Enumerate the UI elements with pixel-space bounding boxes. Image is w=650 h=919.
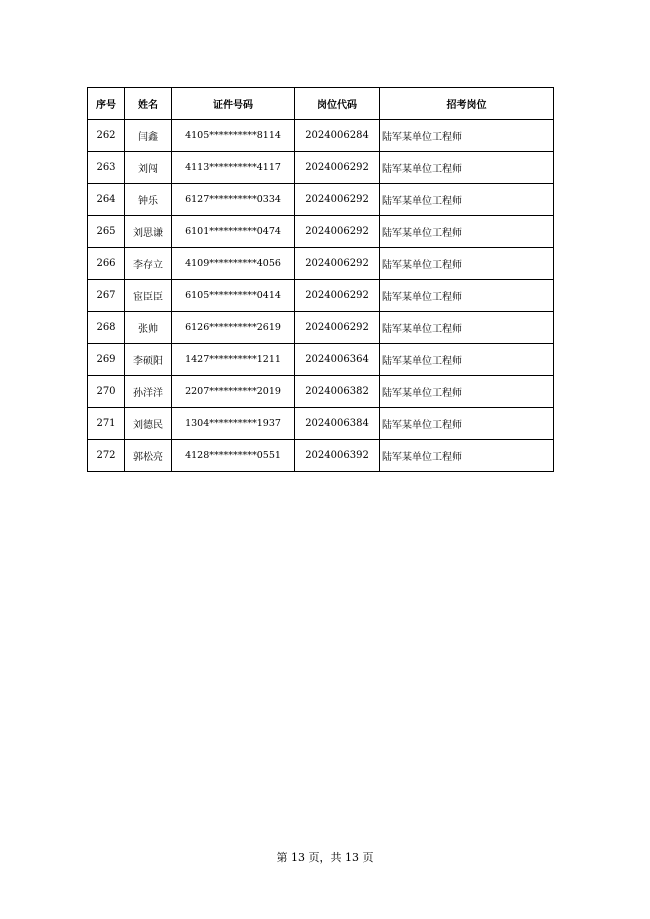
table-header-row bbox=[88, 88, 554, 120]
cell-post: 陆军某单位工程师 bbox=[380, 376, 554, 408]
cell-post: 陆军某单位工程师 bbox=[380, 408, 554, 440]
cell-id-number: 4113**********4117 bbox=[172, 152, 295, 184]
cell-name: 钟乐 bbox=[125, 184, 172, 216]
cell-post: 陆军某单位工程师 bbox=[380, 216, 554, 248]
cell-post: 陆军某单位工程师 bbox=[380, 120, 554, 152]
cell-post: 陆军某单位工程师 bbox=[380, 344, 554, 376]
cell-post-code: 2024006284 bbox=[295, 120, 380, 152]
table-row bbox=[88, 376, 554, 408]
cell-post-code: 2024006292 bbox=[295, 280, 380, 312]
table-row bbox=[88, 248, 554, 280]
cell-id-number: 6126**********2619 bbox=[172, 312, 295, 344]
cell-post: 陆军某单位工程师 bbox=[380, 184, 554, 216]
table-row bbox=[88, 344, 554, 376]
cell-id-number: 4128**********0551 bbox=[172, 440, 295, 472]
candidate-table bbox=[87, 87, 554, 472]
cell-name: 刘闯 bbox=[125, 152, 172, 184]
cell-post-code: 2024006292 bbox=[295, 312, 380, 344]
header-post-code: 岗位代码 bbox=[295, 88, 380, 120]
cell-name: 张帅 bbox=[125, 312, 172, 344]
cell-name: 闫鑫 bbox=[125, 120, 172, 152]
cell-name: 孙洋洋 bbox=[125, 376, 172, 408]
cell-id-number: 6127**********0334 bbox=[172, 184, 295, 216]
cell-seq: 262 bbox=[88, 120, 125, 152]
cell-post: 陆军某单位工程师 bbox=[380, 312, 554, 344]
cell-post: 陆军某单位工程师 bbox=[380, 280, 554, 312]
cell-seq: 266 bbox=[88, 248, 125, 280]
cell-post: 陆军某单位工程师 bbox=[380, 152, 554, 184]
cell-id-number: 4109**********4056 bbox=[172, 248, 295, 280]
cell-seq: 271 bbox=[88, 408, 125, 440]
cell-name: 郭松亮 bbox=[125, 440, 172, 472]
header-id: 证件号码 bbox=[172, 88, 295, 120]
cell-post-code: 2024006292 bbox=[295, 184, 380, 216]
cell-name: 李硕阳 bbox=[125, 344, 172, 376]
table-row bbox=[88, 184, 554, 216]
cell-seq: 269 bbox=[88, 344, 125, 376]
cell-name: 李存立 bbox=[125, 248, 172, 280]
cell-post-code: 2024006382 bbox=[295, 376, 380, 408]
cell-id-number: 4105**********8114 bbox=[172, 120, 295, 152]
cell-name: 刘德民 bbox=[125, 408, 172, 440]
cell-seq: 264 bbox=[88, 184, 125, 216]
cell-post-code: 2024006364 bbox=[295, 344, 380, 376]
table-row bbox=[88, 312, 554, 344]
header-name: 姓名 bbox=[125, 88, 172, 120]
cell-post-code: 2024006292 bbox=[295, 216, 380, 248]
cell-seq: 265 bbox=[88, 216, 125, 248]
cell-id-number: 1304**********1937 bbox=[172, 408, 295, 440]
cell-seq: 268 bbox=[88, 312, 125, 344]
cell-seq: 267 bbox=[88, 280, 125, 312]
table-row bbox=[88, 120, 554, 152]
cell-post: 陆军某单位工程师 bbox=[380, 440, 554, 472]
cell-name: 刘思谦 bbox=[125, 216, 172, 248]
cell-id-number: 1427**********1211 bbox=[172, 344, 295, 376]
cell-post-code: 2024006384 bbox=[295, 408, 380, 440]
cell-seq: 272 bbox=[88, 440, 125, 472]
table-row bbox=[88, 440, 554, 472]
table-row bbox=[88, 408, 554, 440]
header-post: 招考岗位 bbox=[380, 88, 554, 120]
cell-post-code: 2024006292 bbox=[295, 152, 380, 184]
table-row bbox=[88, 152, 554, 184]
cell-post: 陆军某单位工程师 bbox=[380, 248, 554, 280]
header-seq: 序号 bbox=[88, 88, 125, 120]
cell-post-code: 2024006292 bbox=[295, 248, 380, 280]
cell-id-number: 2207**********2019 bbox=[172, 376, 295, 408]
table-row bbox=[88, 216, 554, 248]
cell-name: 宦臣臣 bbox=[125, 280, 172, 312]
table-row bbox=[88, 280, 554, 312]
cell-seq: 270 bbox=[88, 376, 125, 408]
cell-seq: 263 bbox=[88, 152, 125, 184]
cell-post-code: 2024006392 bbox=[295, 440, 380, 472]
table-body bbox=[88, 120, 554, 472]
cell-id-number: 6101**********0474 bbox=[172, 216, 295, 248]
page-number: 第 13 页，共 13 页 bbox=[276, 851, 374, 864]
cell-id-number: 6105**********0414 bbox=[172, 280, 295, 312]
